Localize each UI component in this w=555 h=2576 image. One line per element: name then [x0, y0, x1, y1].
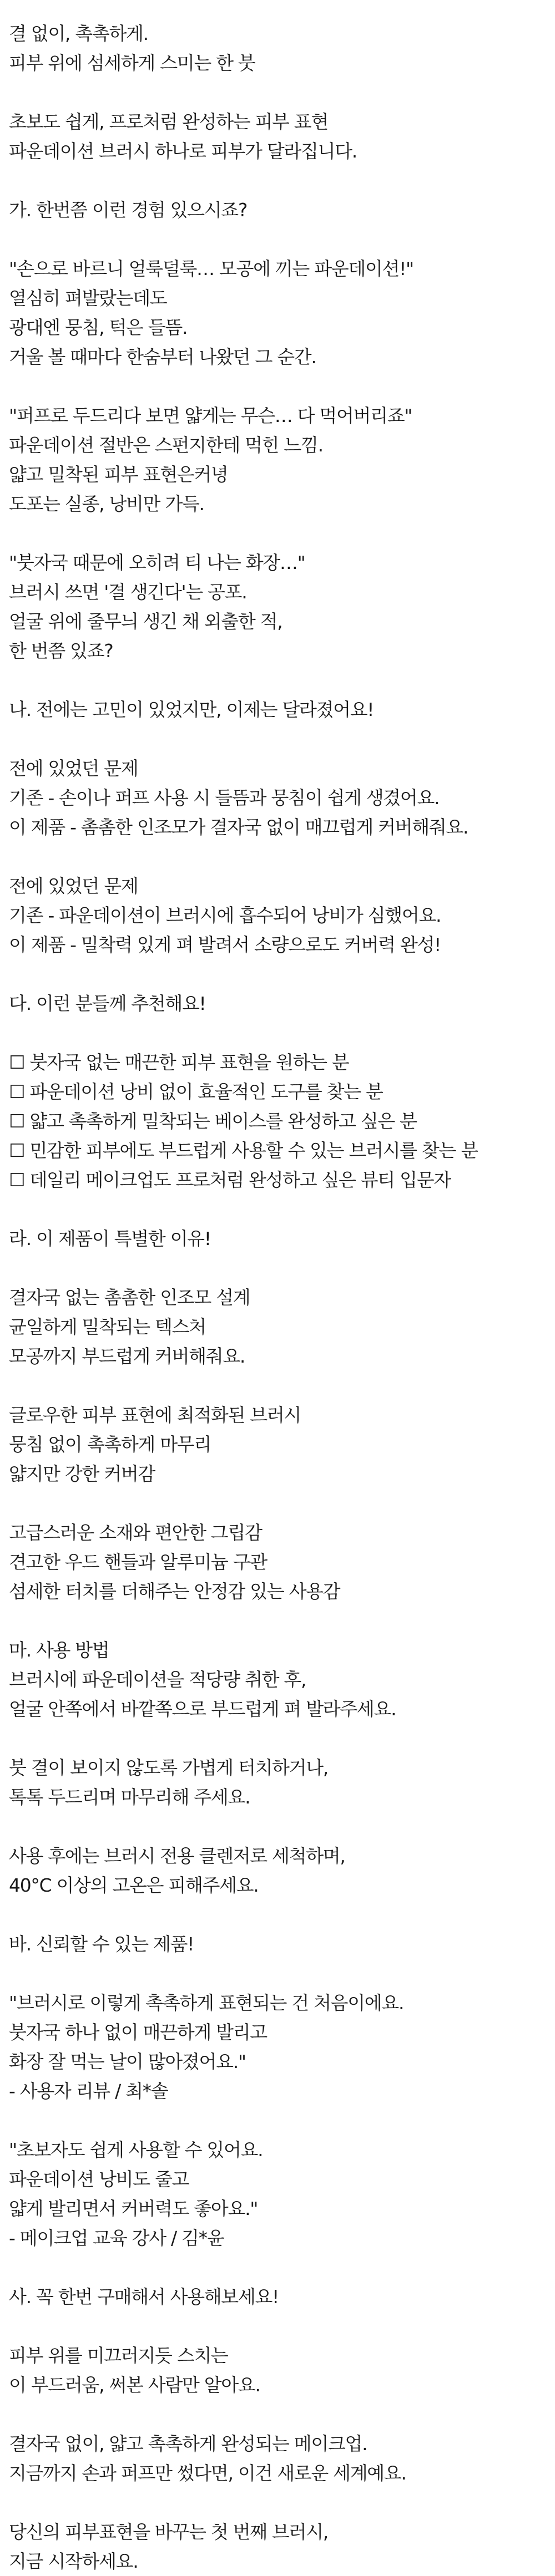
paragraph-gap: [9, 225, 555, 254]
paragraph-gap: [9, 1900, 555, 1929]
paragraph: [9, 401, 555, 519]
paragraph-gap: [9, 2488, 555, 2517]
paragraph: [9, 1224, 555, 1253]
text-line: "퍼프로 두드리다 보면 얇게는 무슨… 다 먹어버리죠": [9, 405, 412, 426]
text-line: ☐ 얇고 촉촉하게 밀착되는 베이스를 완성하고 싶은 분: [9, 1110, 417, 1132]
text-line: 붓 결이 보이지 않도록 가볍게 터치하거나,: [9, 1757, 328, 1779]
text-line: "손으로 바르니 얼룩덜룩… 모공에 끼는 파운데이션!": [9, 258, 413, 280]
paragraph-gap: [9, 1371, 555, 1400]
text-line: 가. 한번쯤 이런 경험 있으시죠?: [9, 199, 248, 221]
text-line: ☐ 붓자국 없는 매끈한 피부 표현을 원하는 분: [9, 1051, 349, 1073]
paragraph: [9, 1929, 555, 1959]
text-line: 마. 사용 방법: [9, 1639, 109, 1661]
paragraph: [9, 2429, 555, 2488]
text-line: 이 부드러움, 써본 사람만 알아요.: [9, 2374, 260, 2396]
paragraph-gap: [9, 2106, 555, 2135]
text-line: 파운데이션 낭비도 줄고: [9, 2168, 189, 2190]
text-line: 결자국 없는 촘촘한 인조모 설계: [9, 1287, 250, 1308]
text-line: 브러시 쓰면 '결 생긴다'는 공포.: [9, 581, 247, 603]
text-line: 얇지만 강한 커버감: [9, 1463, 155, 1485]
text-line: 얇고 밀착된 피부 표현은커녕: [9, 464, 228, 485]
paragraph: [9, 871, 555, 959]
text-line: 지금 시작하세요.: [9, 2550, 138, 2572]
text-line: 피부 위를 미끄러지듯 스치는: [9, 2345, 228, 2366]
text-line: ☐ 데일리 메이크업도 프로처럼 완성하고 싶은 뷰티 입문자: [9, 1169, 451, 1191]
text-line: 도포는 실종, 낭비만 가득.: [9, 493, 204, 515]
text-line: 얼굴 안쪽에서 바깥쪽으로 부드럽게 펴 발라주세요.: [9, 1698, 396, 1720]
text-line: ☐ 파운데이션 낭비 없이 효율적인 도구를 찾는 분: [9, 1081, 383, 1102]
paragraph: [9, 195, 555, 225]
paragraph-gap: [9, 842, 555, 871]
paragraph-gap: [9, 959, 555, 989]
text-line: 화장 잘 먹는 날이 많아졌어요.": [9, 2051, 246, 2072]
text-line: 파운데이션 절반은 스펀지한테 먹힌 느낌.: [9, 434, 323, 456]
text-line: 얇게 발리면서 커버력도 좋아요.": [9, 2198, 258, 2219]
paragraph: [9, 2135, 555, 2253]
paragraph: [9, 1518, 555, 1606]
text-line: 기존 - 파운데이션이 브러시에 흡수되어 낭비가 심했어요.: [9, 905, 441, 926]
text-line: 결자국 없이, 얇고 촉촉하게 완성되는 메이크업.: [9, 2433, 367, 2455]
text-line: 사. 꼭 한번 구매해서 사용해보세요!: [9, 2286, 279, 2308]
text-line: - 사용자 리뷰 / 최*솔: [9, 2080, 168, 2102]
paragraph: [9, 1283, 555, 1371]
paragraph-gap: [9, 1018, 555, 1048]
paragraph: [9, 2282, 555, 2311]
paragraph-gap: [9, 2400, 555, 2429]
paragraph-gap: [9, 2311, 555, 2341]
text-line: 당신의 피부표현을 바꾸는 첫 번째 브러시,: [9, 2521, 328, 2543]
paragraph: [9, 695, 555, 724]
text-line: 전에 있었던 문제: [9, 875, 138, 897]
text-line: 붓자국 하나 없이 매끈하게 발리고: [9, 2021, 267, 2043]
text-line: 기존 - 손이나 퍼프 사용 시 들뜸과 뭉침이 쉽게 생겼어요.: [9, 787, 440, 809]
paragraph-gap: [9, 78, 555, 107]
paragraph: [9, 19, 555, 78]
text-line: 브러시에 파운데이션을 적당량 취한 후,: [9, 1669, 306, 1690]
text-line: "붓자국 때문에 오히려 티 나는 화장…": [9, 552, 305, 573]
text-line: 글로우한 피부 표현에 최적화된 브러시: [9, 1404, 301, 1426]
paragraph: [9, 754, 555, 842]
text-line: 사용 후에는 브러시 전용 클렌저로 세척하며,: [9, 1845, 345, 1867]
paragraph: [9, 1841, 555, 1900]
text-line: 전에 있었던 문제: [9, 758, 138, 779]
text-line: "브러시로 이렇게 촉촉하게 표현되는 건 처음이에요.: [9, 1992, 404, 2014]
text-line: 바. 신뢰할 수 있는 제품!: [9, 1933, 194, 1955]
paragraph: [9, 2341, 555, 2400]
paragraph-gap: [9, 372, 555, 401]
paragraph: [9, 1048, 555, 1195]
text-line: 결 없이, 촉촉하게.: [9, 23, 148, 44]
text-line: 이 제품 - 밀착력 있게 펴 발려서 소량으로도 커버력 완성!: [9, 934, 441, 956]
text-line: 초보도 쉽게, 프로처럼 완성하는 피부 표현: [9, 111, 328, 133]
text-line: - 메이크업 교육 강사 / 김*윤: [9, 2227, 224, 2249]
paragraph-gap: [9, 2253, 555, 2282]
text-line: 뭉침 없이 촉촉하게 마무리: [9, 1434, 211, 1455]
text-line: 톡톡 두드리며 마무리해 주세요.: [9, 1786, 250, 1808]
paragraph: [9, 1400, 555, 1488]
text-line: 한 번쯤 있죠?: [9, 640, 113, 662]
paragraph: [9, 2517, 555, 2576]
text-line: 다. 이런 분들께 추천해요!: [9, 993, 206, 1014]
paragraph-gap: [9, 724, 555, 754]
text-line: 고급스러운 소재와 편안한 그립감: [9, 1522, 262, 1543]
paragraph: [9, 548, 555, 665]
text-line: 거울 볼 때마다 한숨부터 나왔던 그 순간.: [9, 346, 316, 368]
text-line: 모공까지 부드럽게 커버해줘요.: [9, 1345, 245, 1367]
text-line: 파운데이션 브러시 하나로 피부가 달라집니다.: [9, 140, 357, 162]
text-line: 견고한 우드 핸들과 알루미늄 구관: [9, 1551, 267, 1573]
text-line: 광대엔 뭉침, 턱은 들뜸.: [9, 317, 188, 338]
paragraph-gap: [9, 1606, 555, 1635]
paragraph: [9, 254, 555, 372]
text-line: 섬세한 터치를 더해주는 안정감 있는 사용감: [9, 1581, 340, 1602]
text-line: ☐ 민감한 피부에도 부드럽게 사용할 수 있는 브러시를 찾는 분: [9, 1140, 478, 1161]
text-line: 40°C 이상의 고온은 피해주세요.: [9, 1874, 259, 1896]
paragraph-gap: [9, 1724, 555, 1753]
text-line: 지금까지 손과 퍼프만 썼다면, 이건 새로운 세계예요.: [9, 2462, 406, 2484]
paragraph-gap: [9, 1253, 555, 1283]
paragraph-gap: [9, 1195, 555, 1224]
text-line: 피부 위에 섬세하게 스미는 한 붓: [9, 52, 255, 74]
text-line: 이 제품 - 촘촘한 인조모가 결자국 없이 매끄럽게 커버해줘요.: [9, 816, 468, 838]
text-line: 라. 이 제품이 특별한 이유!: [9, 1228, 211, 1249]
paragraph-gap: [9, 1812, 555, 1841]
paragraph-gap: [9, 665, 555, 695]
paragraph: [9, 989, 555, 1018]
paragraph: [9, 1635, 555, 1724]
paragraph-gap: [9, 1959, 555, 1988]
paragraph: [9, 107, 555, 166]
paragraph: [9, 1753, 555, 1812]
paragraph-gap: [9, 166, 555, 195]
paragraph: [9, 1988, 555, 2106]
text-line: "초보자도 쉽게 사용할 수 있어요.: [9, 2139, 263, 2161]
text-line: 나. 전에는 고민이 있었지만, 이제는 달라졌어요!: [9, 699, 374, 720]
text-line: 균일하게 밀착되는 텍스처: [9, 1316, 206, 1338]
paragraph-gap: [9, 1488, 555, 1518]
text-line: 열심히 펴발랐는데도: [9, 287, 167, 309]
paragraph-gap: [9, 519, 555, 548]
text-line: 얼굴 위에 줄무늬 생긴 채 외출한 적,: [9, 611, 282, 632]
